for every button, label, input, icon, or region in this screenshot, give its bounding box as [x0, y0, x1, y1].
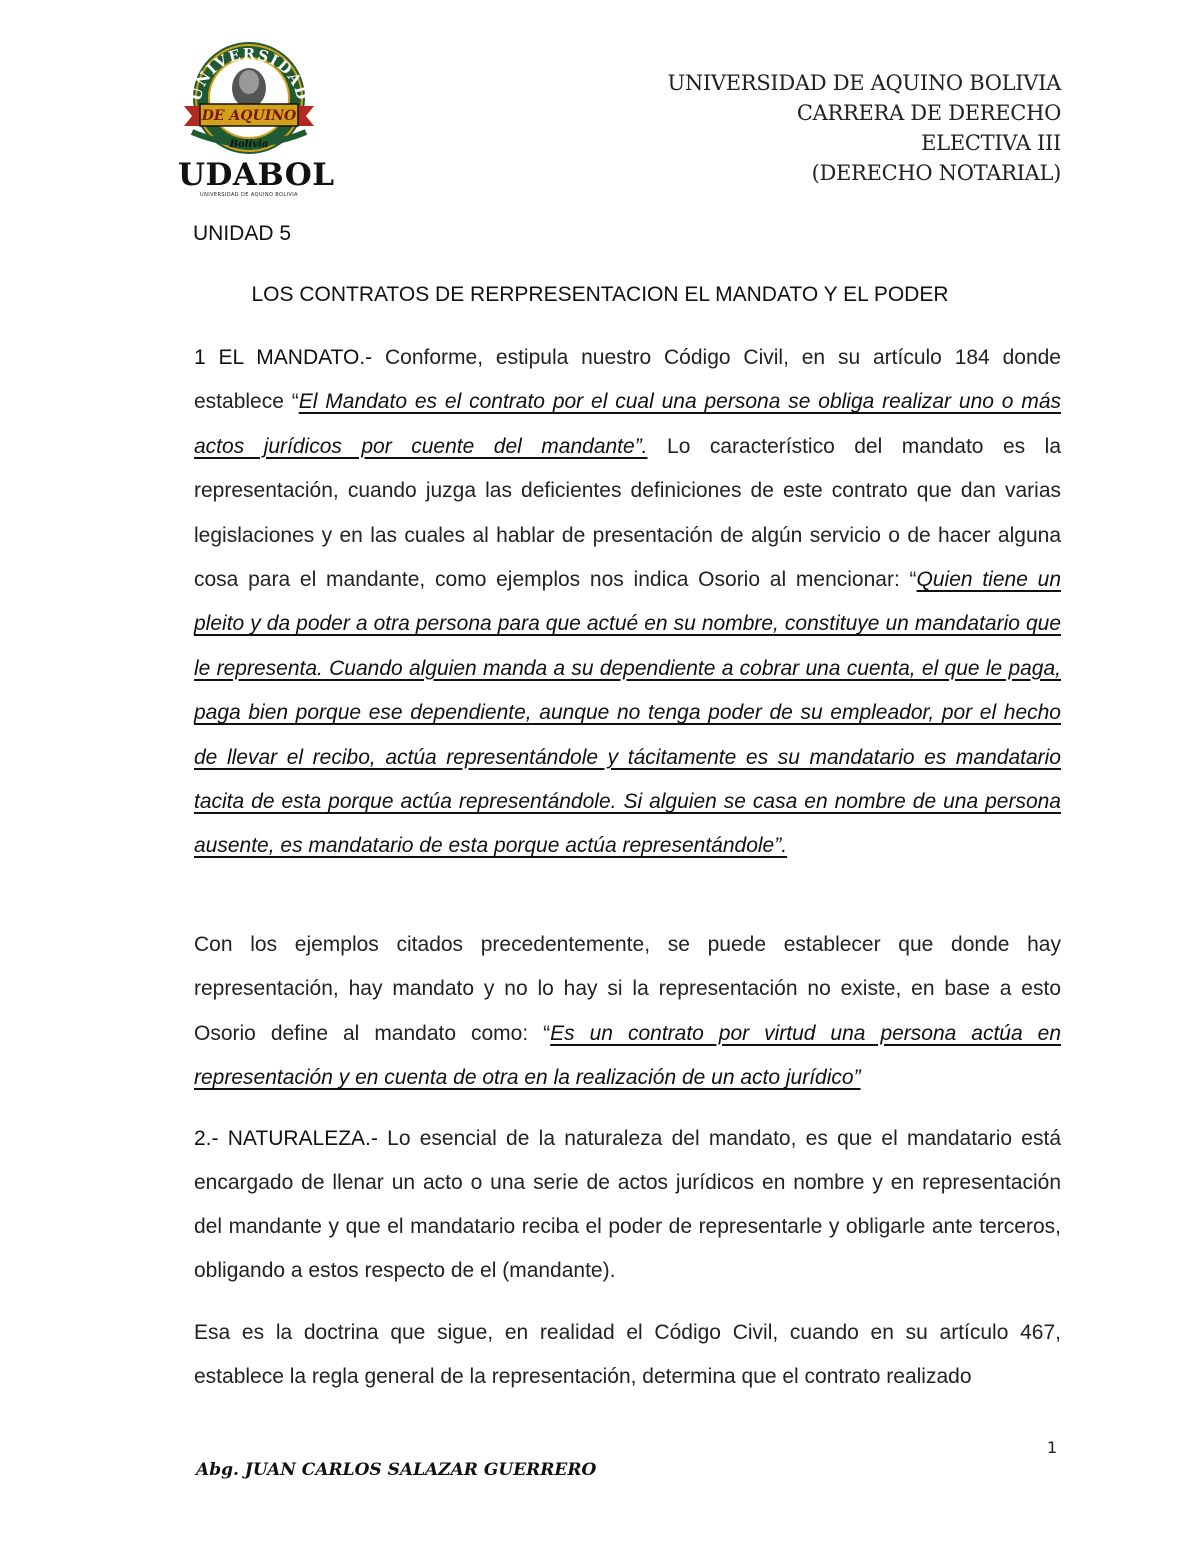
- logo-country: Bolivia: [229, 139, 269, 150]
- document-title: LOS CONTRATOS DE RERPRESENTACION EL MANDATO Y EL PODER: [251, 283, 949, 306]
- quote-text: Es un contrato por virtud una persona actúa en representación y en cuenta de otra en la realización de un acto jurídico”: [194, 1021, 1061, 1090]
- body-text: Esa es la doctrina que sigue, en realidad el Código Civil, cuando en su artículo 467, establece la regla general de la representación, determina que el contrato realizado: [194, 1321, 1061, 1388]
- header-line: CARRERA DE DERECHO: [796, 101, 1061, 125]
- section-lead: 2.- NATURALEZA.-: [194, 1127, 378, 1150]
- banner-text: DE AQUINO: [201, 108, 297, 124]
- body-text: Conforme, estipula nuestro Código Civil, en su artículo 184 donde establece “: [194, 346, 1061, 414]
- footer-author: Abg. JUAN CARLOS SALAZAR GUERRERO: [196, 1460, 597, 1480]
- paragraph-doctrina: [194, 1311, 1061, 1399]
- quote-text: El Mandato es el contrato por el cual una persona se obliga realizar uno o más actos jurídicos por cuente del mandante”.: [194, 390, 1061, 458]
- quote-text: Quien tiene un pleito y da poder a otra persona para que actué en su nombre, constituye un mandatario que le representa. Cuando alguien manda a su dependiente a cobrar una cuenta, el que le paga, paga bien porque ese dependiente, aunque no tenga poder de su empleador, por el hecho de llevar el recibo, actúa representándole y tácitamente es su mandatario es mandatario tacita de esta porque actúa representándole. Si alguien se casa en nombre de una persona ausente, es mandatario de esta porque actúa representándole”.: [194, 568, 1062, 858]
- seal-arc-text: UNIVERSIDAD: [186, 44, 312, 103]
- header-line: ELECTIVA III: [921, 131, 1061, 155]
- header-line: (DERECHO NOTARIAL): [811, 161, 1061, 185]
- university-seal-icon: [178, 36, 320, 160]
- paragraph-definition: [194, 923, 1061, 1101]
- udabol-logo: [178, 36, 335, 198]
- section-lead: 1 EL MANDATO.-: [194, 346, 373, 369]
- institution-header: [667, 68, 1061, 188]
- page-number: 1: [1047, 1438, 1058, 1457]
- logo-name: UDABOL: [178, 157, 335, 193]
- logo-subtitle: UNIVERSIDAD DE AQUINO BOLIVIA: [200, 192, 298, 198]
- body-text: Lo esencial de la naturaleza del mandato, es que el mandatario está encargado de llenar un acto o una serie de actos jurídicos en nombre y en representación del mandante y que el mandatario reciba el poder de representarle y obligarle ante terceros, obligando a estos respecto de el (mandante).: [194, 1127, 1061, 1282]
- section-mandato: [194, 336, 1061, 869]
- section-naturaleza: [194, 1117, 1061, 1293]
- body-text: Lo característico del mandato es la representación, cuando juzga las deficientes definiciones de este contrato que dan varias legislaciones y en las cuales al hablar de presentación de algún servicio o de hacer alguna cosa para el mandante, como ejemplos nos indica Osorio al mencionar: “: [194, 434, 1062, 592]
- unit-heading: UNIDAD 5: [193, 222, 292, 245]
- body-text: Con los ejemplos citados precedentemente, se puede establecer que donde hay representación, hay mandato y no lo hay si la representación no existe, en base a esto Osorio define al mandato como: “: [194, 933, 1061, 1045]
- header-line: UNIVERSIDAD DE AQUINO BOLIVIA: [667, 71, 1061, 95]
